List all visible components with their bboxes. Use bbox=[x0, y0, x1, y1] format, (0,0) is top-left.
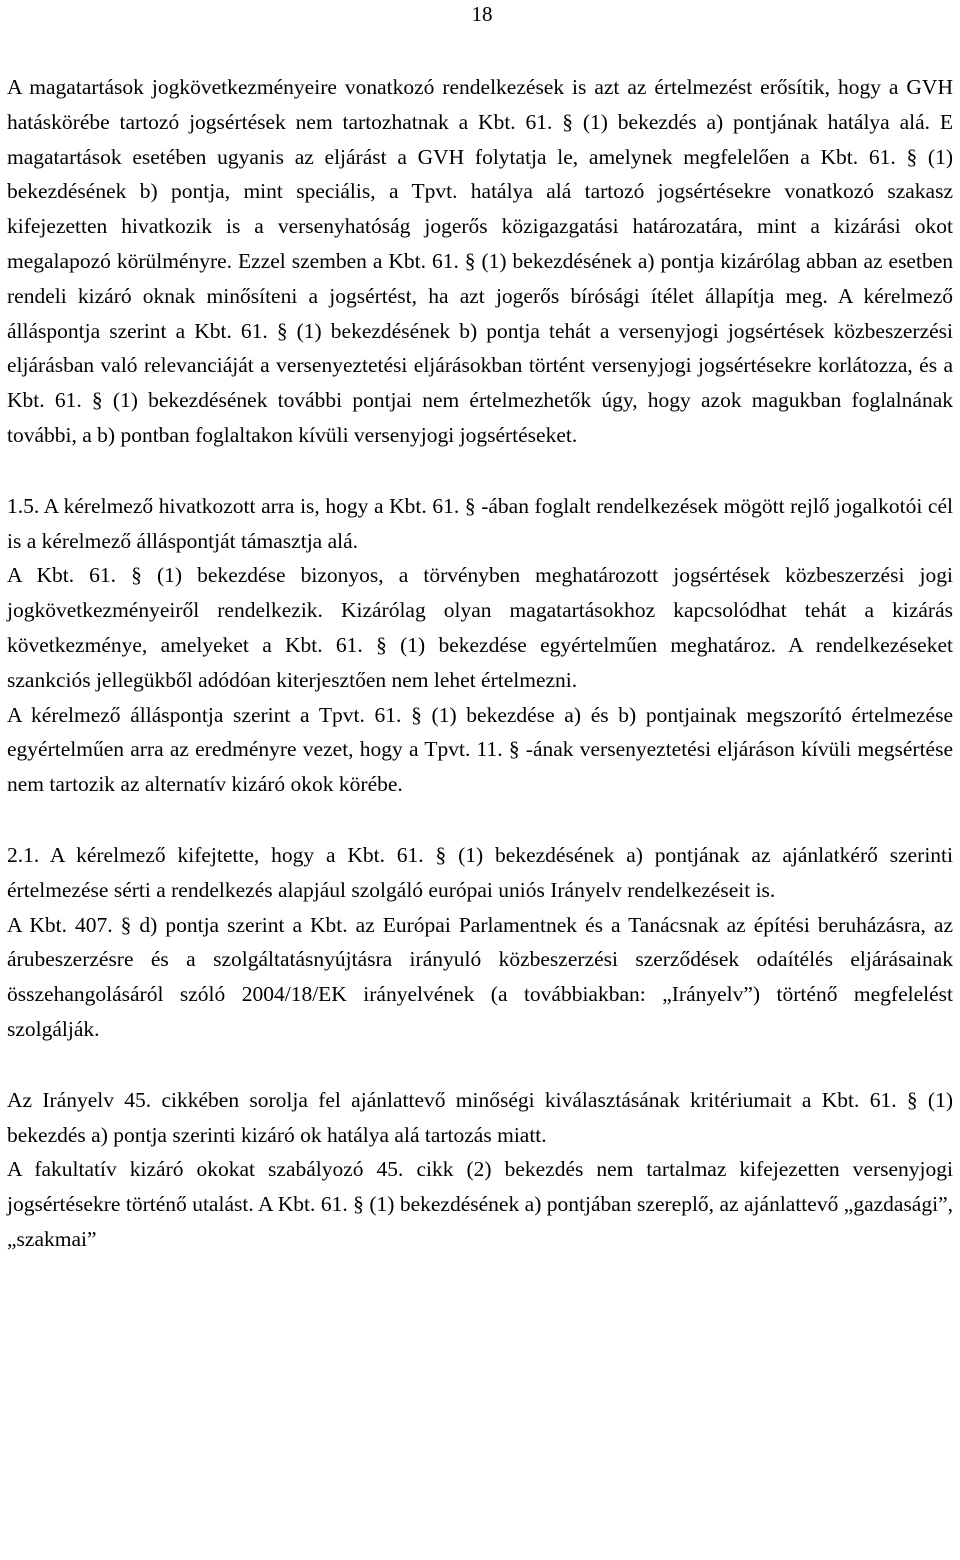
paragraph: A Kbt. 61. § (1) bekezdése bizonyos, a törvényben meghatározott jogsértések közbeszerzési jogi jogkövetkezményeiről rendelkezik. Kizárólag olyan magatartásokhoz kapcsolódhat tehát a kizárás következménye, amelyeket a Kbt. 61. § (1) bekezdése egyértelműen meghatároz. A rendelkezéseket szankciós jellegükből adódóan kiterjesztően nem lehet értelmezni. bbox=[7, 563, 953, 692]
paragraph: 1.5. A kérelmező hivatkozott arra is, hogy a Kbt. 61. § -ában foglalt rendelkezések mögött rejlő jogalkotói cél is a kérelmező álláspontját támasztja alá. bbox=[7, 493, 953, 553]
paragraph: Az Irányelv 45. cikkében sorolja fel ajánlattevő minőségi kiválasztásának kritériumait a Kbt. 61. § (1) bekezdés a) pontja szerinti kizáró ok hatálya alá tartozás miatt. bbox=[7, 1087, 953, 1147]
document-body bbox=[7, 70, 953, 1257]
page-number: 18 bbox=[471, 2, 493, 26]
paragraph: A kérelmező álláspontja szerint a Tpvt. 61. § (1) bekezdése a) és b) pontjainak megszorító értelmezése egyértelműen arra az eredményre vezet, hogy a Tpvt. 11. § -ának versenyeztetési eljáráson kívüli megsértése nem tartozik az alternatív kizáró okok körébe. bbox=[7, 702, 953, 797]
paragraph: A magatartások jogkövetkezményeire vonatkozó rendelkezések is azt az értelmezést erősítik, hogy a GVH hatáskörébe tartozó jogsértések nem tartozhatnak a Kbt. 61. § (1) bekezdés a) pontjának hatálya alá. E magatartások esetében ugyanis az eljárást a GVH folytatja le, amelynek megfelelően a Kbt. 61. § (1) bekezdésének b) pontja, mint speciális, a Tpvt. hatálya alá tartozó jogsértésekre vonatkozó szakasz kifejezetten hivatkozik is a versenyhatóság jogerős közigazgatási határozatára, mint a kizárási okot megalapozó körülményre. Ezzel szemben a Kbt. 61. § (1) bekezdésének a) pontja kizárólag abban az esetben rendeli kizáró oknak minősíteni a jogsértést, ha azt jogerős bírósági ítélet állapítja meg. A kérelmező álláspontja szerint a Kbt. 61. § (1) bekezdésének b) pontja tehát a versenyjogi jogsértések közbeszerzési eljárásban való relevanciáját a versenyeztetési eljárásokban történt versenyjogi jogsértésekre korlátozza, és a Kbt. 61. § (1) bekezdésének további pontjai nem értelmezhetők úgy, hogy azok magukban foglalnának további, a b) pontban foglaltakon kívüli versenyjogi jogsértéseket. bbox=[7, 75, 953, 447]
paragraph: A fakultatív kizáró okokat szabályozó 45. cikk (2) bekezdés nem tartalmaz kifejezetten versenyjogi jogsértésekre történő utalást. A Kbt. 61. § (1) bekezdésének a) pontjában szereplő, az ajánlattevő „gazdasági”, „szakmai” bbox=[7, 1157, 953, 1251]
paragraph: 2.1. A kérelmező kifejtette, hogy a Kbt. 61. § (1) bekezdésének a) pontjának az ajánlatkérő szerinti értelmezése sérti a rendelkezés alapjául szolgáló európai uniós Irányelv rendelkezéseit is. bbox=[7, 842, 953, 902]
paragraph: A Kbt. 407. § d) pontja szerint a Kbt. az Európai Parlamentnek és a Tanácsnak az építési beruházásra, az árubeszerzésre és a szolgáltatásnyújtásra irányuló közbeszerzési szerződések odaítélés eljárásainak összehangolásáról szóló 2004/18/EK irányelvének (a továbbiakban: „Irányelv”) történő megfelelést szolgálják. bbox=[7, 912, 953, 1041]
